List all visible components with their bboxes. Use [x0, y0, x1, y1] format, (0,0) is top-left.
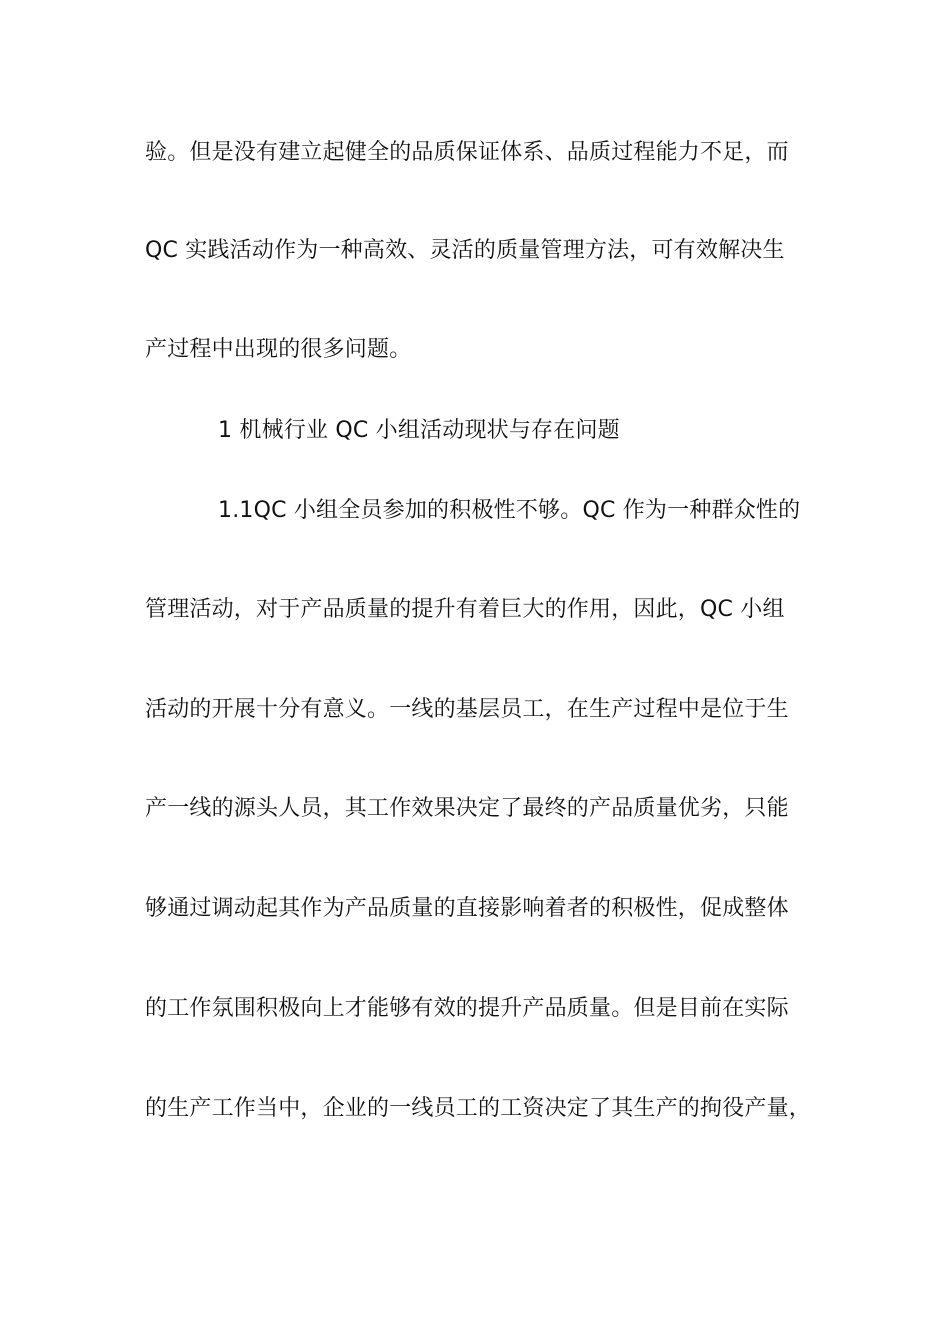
text-line: 够通过调动起其作为产品质量的直接影响着者的积极性，促成整体: [145, 896, 789, 921]
text-line: 验。但是没有建立起健全的品质保证体系、品质过程能力不足，而: [145, 140, 789, 165]
text-line: 的生产工作当中，企业的一线员工的工资决定了其生产的拘役产量，: [145, 1096, 812, 1121]
text-line: 活动的开展十分有意义。一线的基层员工，在生产过程中是位于生: [145, 697, 789, 722]
section-heading: 1 机械行业 QC 小组活动现状与存在问题: [218, 418, 620, 443]
text-line: 产一线的源头人员，其工作效果决定了最终的产品质量优劣，只能: [145, 796, 789, 821]
text-line: QC 实践活动作为一种高效、灵活的质量管理方法，可有效解决生: [145, 238, 785, 263]
text-line: 1.1QC 小组全员参加的积极性不够。QC 作为一种群众性的: [218, 498, 801, 523]
text-line: 管理活动，对于产品质量的提升有着巨大的作用，因此，QC 小组: [145, 597, 785, 622]
text-line: 的工作氛围积极向上才能够有效的提升产品质量。但是目前在实际: [145, 996, 789, 1021]
text-line: 产过程中出现的很多问题。: [145, 337, 412, 362]
